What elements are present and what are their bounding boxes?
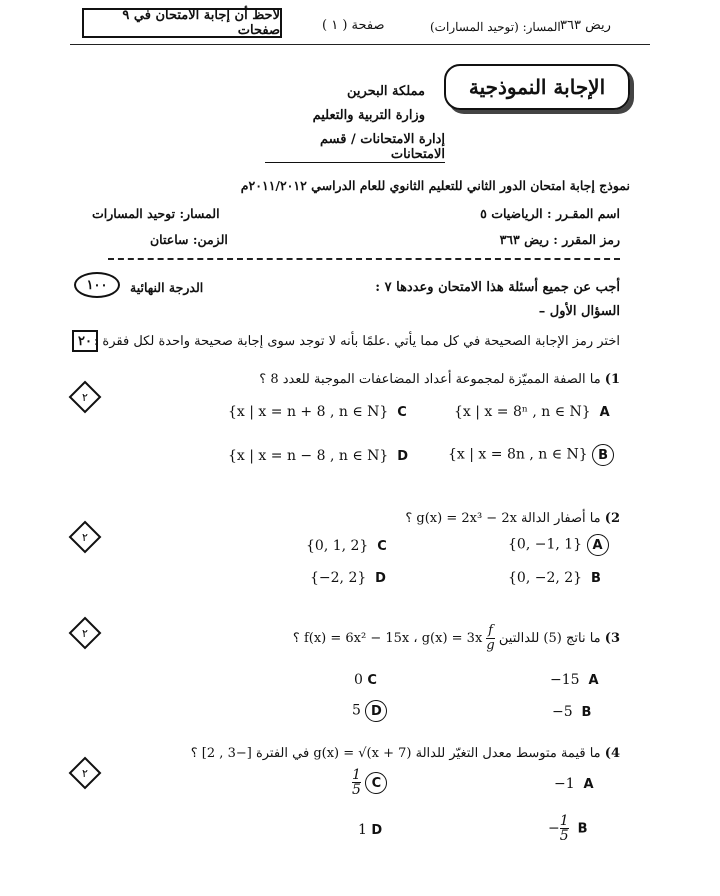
question-3-text: 3) ما ناتج (5) للدالتين $\frac{f}{g}$ f(x) = 6x² − 15x ، g(x) = 3x ؟: [292, 623, 620, 653]
final-grade-oval: ١٠٠: [74, 272, 120, 298]
subject-name: اسم المقـرر : الرياضيات ٥: [480, 206, 620, 221]
option-a: {x | x = 8ⁿ , n ∈ N} A: [454, 404, 610, 420]
score-diamond-icon: [68, 756, 102, 790]
fraction-one-fifth: $\frac{1}{5}$: [352, 767, 361, 798]
score-diamond-icon: [68, 616, 102, 650]
department-name: إدارة الامتحانات / قسم الامتحانات: [265, 132, 445, 163]
option-c: {0, 1, 2} C: [306, 538, 387, 554]
option-b: −5 B: [552, 704, 592, 720]
page-number: صفحة ( ١ ): [322, 18, 385, 33]
option-c: 0 C: [354, 672, 377, 688]
question-1-text: 1) ما الصفة المميّزة لمجموعة أعداد المضاعفات الموجبة للعدد 8 ؟: [259, 372, 620, 387]
exam-track: المسار: توحيد المسارات: [92, 206, 220, 221]
fraction-f-over-g: $\frac{f}{g}$: [486, 623, 495, 653]
final-grade-label: الدرجة النهائية: [130, 280, 204, 295]
option-a: −1 A: [554, 776, 594, 792]
score-diamond-icon: [68, 520, 102, 554]
question-one-heading: السؤال الأول –: [538, 304, 620, 319]
question-points-box: ٢٠: [72, 330, 98, 352]
option-b-correct: {x | x = 8n , n ∈ N} B: [448, 444, 614, 466]
exam-title: نموذج إجابة امتحان الدور الثاني للتعليم الثانوي للعام الدراسي ٢٠١١/٢٠١٢م: [240, 178, 630, 193]
svg-text:٢: ٢: [82, 767, 88, 780]
option-b: − $\frac{1}{5}$ B: [548, 813, 588, 844]
choose-instruction: اختر رمز الإجابة الصحيحة في كل مما يأتي .علمًا بأنه لا توجد سوى إجابة صحيحة واحدة لكل فقرة :: [93, 334, 620, 349]
ministry-name: وزارة التربية والتعليم: [312, 108, 425, 123]
option-d-correct: 5 D: [352, 700, 387, 722]
question-2-text: 2) ما أصفار الدالة g(x) = 2x³ − 2x ؟: [405, 511, 620, 526]
answer-all-instruction: أجب عن جميع أسئلة هذا الامتحان وعددها ٧ :: [375, 280, 620, 295]
dashed-divider: [108, 258, 620, 260]
track-label: المسار: (توحيد المسارات): [430, 20, 561, 34]
score-diamond-icon: [68, 380, 102, 414]
fraction-one-fifth: $\frac{1}{5}$: [559, 813, 569, 844]
option-a: −15 A: [550, 672, 599, 688]
option-d: 1 D: [358, 822, 383, 838]
course-code-header: ريض ٣٦٣: [560, 18, 611, 33]
option-b: {0, −2, 2} B: [508, 570, 601, 586]
exam-time: الزمن: ساعتان: [150, 232, 228, 247]
svg-text:٢: ٢: [82, 531, 88, 544]
option-d: {x | x = n − 8 , n ∈ N} D: [228, 448, 408, 464]
model-answer-badge: الإجابة النموذجية: [444, 64, 630, 110]
course-code: رمز المقرر : ريض ٣٦٣: [499, 232, 620, 247]
header-divider: [70, 44, 650, 45]
option-c: {x | x = n + 8 , n ∈ N} C: [228, 404, 407, 420]
option-d: {−2, 2} D: [310, 570, 386, 586]
option-c-correct: $\frac{1}{5}$ C: [352, 768, 387, 797]
option-a-correct: {0, −1, 1} A: [508, 534, 609, 556]
kingdom-name: مملكة البحرين: [346, 84, 425, 99]
page-count-notice: لاحظ أن إجابة الامتحان في ٩ صفحات: [82, 8, 282, 38]
svg-text:٢: ٢: [82, 627, 88, 640]
question-4-text: 4) ما قيمة متوسط معدل التغيّر للدالة g(x) = √(x + 7) في الفترة [−3 , 2] ؟: [190, 746, 620, 761]
svg-text:٢: ٢: [82, 391, 88, 404]
